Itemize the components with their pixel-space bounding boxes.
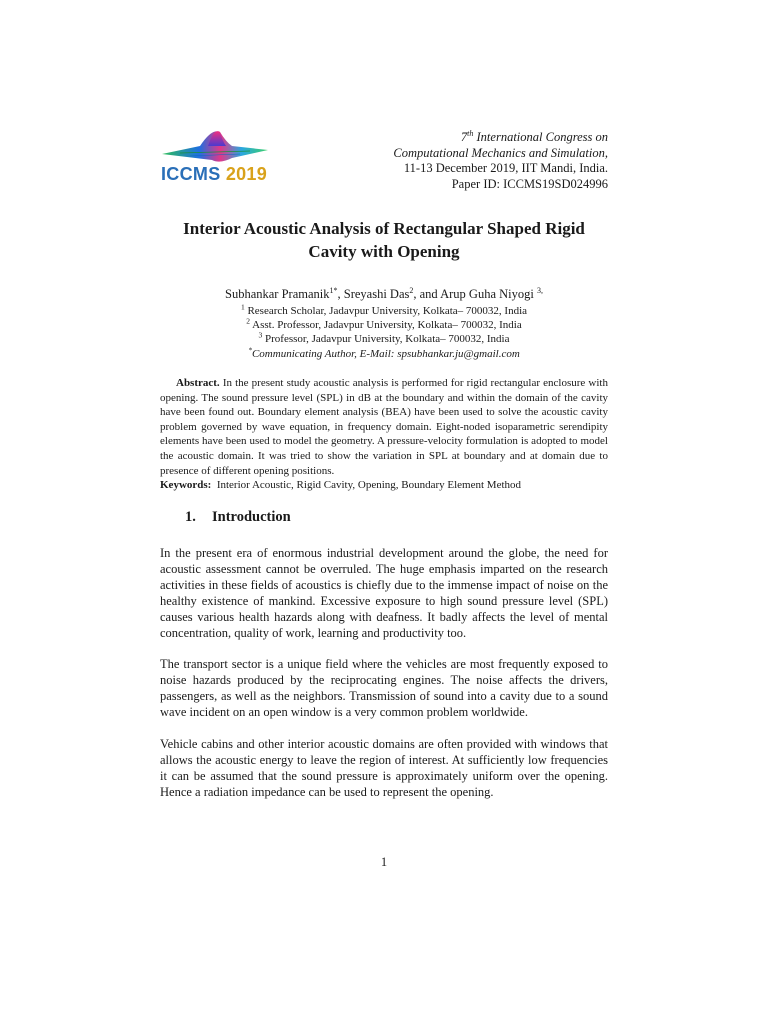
author-list bbox=[150, 287, 618, 302]
author-3-sup: 3, bbox=[536, 285, 543, 295]
abstract-label: Abstract. bbox=[176, 377, 220, 389]
keywords-text: Interior Acoustic, Rigid Cavity, Opening, Boundary Element Method bbox=[211, 479, 522, 491]
section-title: Introduction bbox=[212, 509, 291, 525]
logo-wordmark bbox=[161, 164, 267, 185]
author-2-sup: 2 bbox=[409, 285, 414, 295]
abstract bbox=[160, 376, 608, 478]
corresponding-email: Communicating Author, E-Mail: spsubhankar.ju@gmail.com bbox=[251, 347, 520, 360]
logo-text: ICCMS bbox=[161, 164, 221, 184]
affiliation-1-text: Research Scholar, Jadavpur University, Kolkata– 700032, India bbox=[244, 305, 528, 317]
affiliation-1 bbox=[150, 304, 618, 318]
affiliation-2-text: Asst. Professor, Jadavpur University, Kolkata– 700032, India bbox=[250, 319, 522, 332]
paragraph-2: The transport sector is a unique field where the vehicles are most frequently exposed to noise hazards produced by the reciprocating engines. The noise affects the drivers, passengers, as well as the neighbors. Transmission of sound into a cavity due to a sound wave incident on an open window is a very common problem worldwide. bbox=[160, 657, 608, 719]
paragraph-1: In the present era of enormous industrial development around the globe, the need for acoustic assessment cannot be overruled. The huge emphasis imparted on the research activities in these fields of acoustics is chiefly due to the immense impact of noise on the healthy existence of mankind. Excessive exposure to high sound pressure level (SPL) causes various health hazards along with deafness. It badly affects the level of mental concentration, quality of work, learning and productivity too. bbox=[160, 546, 608, 640]
affiliation-2 bbox=[150, 318, 618, 332]
conference-name-part: International Congress on bbox=[473, 130, 608, 144]
logo-year: 2019 bbox=[225, 164, 268, 184]
paragraph-3: Vehicle cabins and other interior acoustic domains are often provided with windows that allows the acoustic energy to leave the region of interest. At sufficiently low frequencies it can be assumed that the sound pressure is approximately uniform over the opening. Hence a radiation impedance can be used to represent the opening. bbox=[160, 737, 608, 799]
paper-title bbox=[150, 218, 618, 263]
author-1: Subhankar Pramanik bbox=[225, 287, 330, 301]
affiliation-3-text: Professor, Jadavpur University, Kolkata– 700032, India bbox=[262, 333, 510, 346]
author-2: , Sreyashi Das bbox=[337, 287, 410, 301]
keywords bbox=[160, 478, 608, 493]
title-line-1: Interior Acoustic Analysis of Rectangular Shaped Rigid bbox=[183, 219, 585, 238]
affiliations bbox=[150, 304, 618, 361]
author-3: , and Arup Guha Niyogi bbox=[413, 287, 537, 301]
title-line-2: Cavity with Opening bbox=[308, 241, 460, 261]
conference-date-venue: 11-13 December 2019, IIT Mandi, India. bbox=[403, 161, 608, 175]
author-1-sup: 1* bbox=[329, 285, 338, 295]
conference-info bbox=[278, 130, 608, 192]
corresponding-sup: * bbox=[248, 344, 252, 354]
paper-id: Paper ID: ICCMS19SD024996 bbox=[451, 176, 608, 191]
affiliation-3-sup: 3 bbox=[258, 330, 263, 340]
conference-line-2: Computational Mechanics and Simulation, bbox=[393, 145, 608, 160]
section-number: 1. bbox=[185, 509, 196, 525]
conference-line-1 bbox=[278, 130, 608, 146]
conference-ordinal-sup: th bbox=[467, 128, 474, 138]
page-number: 1 bbox=[380, 855, 388, 869]
corresponding-author bbox=[150, 344, 618, 361]
conference-ordinal: 7 bbox=[460, 130, 468, 144]
section-heading-introduction bbox=[185, 509, 291, 526]
abstract-text: In the present study acoustic analysis is performed for rigid rectangular enclosure with opening. The sound pressure level (SPL) in dB at the boundary and within the domain of the cavity have been found out. Boundary element analysis (BEA) have been used to solve the acoustic cavity problem governed by wave equation, in frequency domain. Eight-noded isoparametric serendipity elements have been used to model the geometry. A pressure-velocity formulation is adopted to model the acoustic domain. It was tried to show the variation in SPL at boundary and at domain due to presence of different opening positions. bbox=[160, 377, 608, 477]
affiliation-1-sup: 1 bbox=[240, 302, 245, 312]
keywords-label: Keywords: bbox=[160, 479, 212, 491]
affiliation-3 bbox=[150, 332, 618, 346]
affiliation-2-sup: 2 bbox=[246, 316, 251, 326]
wave-surface-graphic bbox=[160, 126, 270, 166]
